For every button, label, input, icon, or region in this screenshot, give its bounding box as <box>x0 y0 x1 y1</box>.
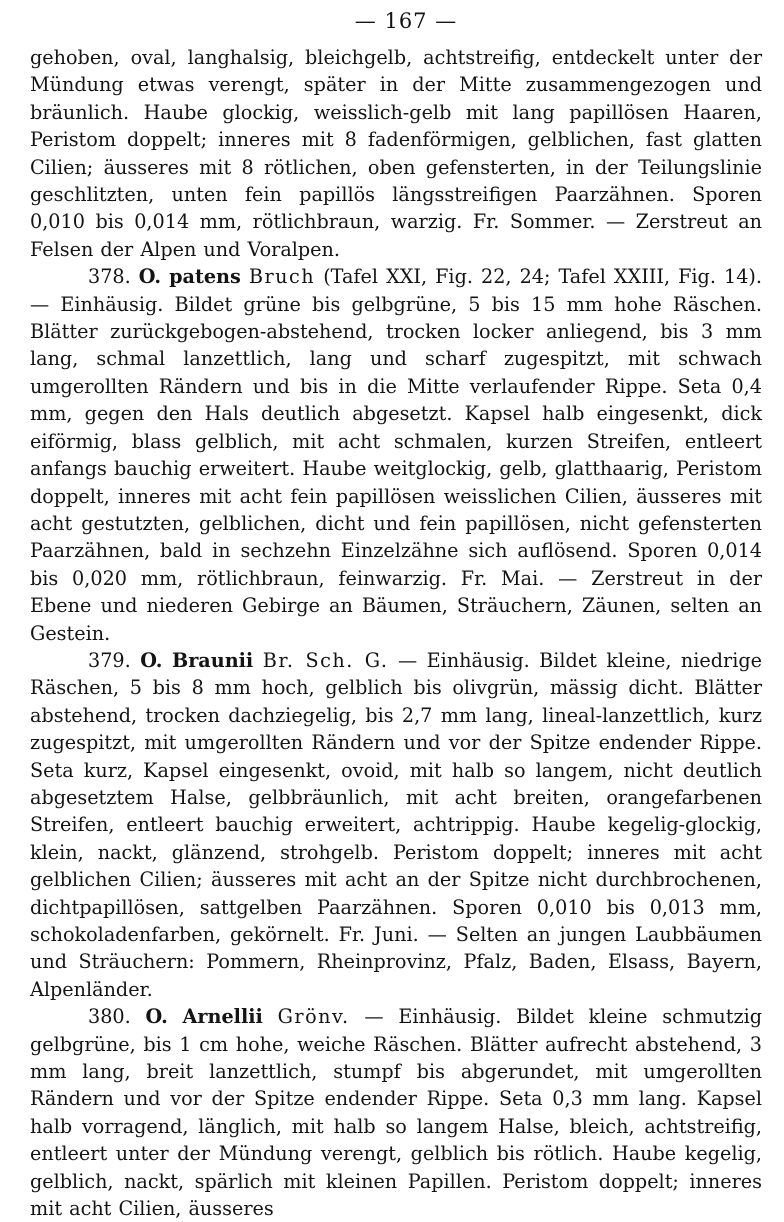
entry-text: — Einhäusig. Bildet kleine schmutzig gelbgrüne, bis 1 cm hohe, weiche Räschen. Blätter aufrecht abstehend, 3 mm lang, breit lanzettlich, stumpf bis abgerundet, mit umgerollten Rändern und vor der Spitze endender Rippe. Seta 0,3 mm lang. Kapsel halb vorragend, länglich, mit halb so langem Halse, bleich, achtstreifig, entleert unter der Mündung verengt, gelblich bis rötlich. Haube kegelig, gelblich, nackt, spärlich mit kleinen Papillen. Peristom doppelt; inneres mit acht Cilien, äusseres <box>30 1005 762 1221</box>
paragraph-text: gehoben, oval, langhalsig, bleichgelb, achtstreifig, entdeckelt unter der Mündung etwas verengt, später in der Mitte zusammengezogen und bräunlich. Haube glockig, weisslich-gelb mit lang papillösen Haaren, Peristom doppelt; inneres mit 8 fadenförmigen, gelblichen, fast glatten Cilien; äusseres mit 8 rötlichen, oben gefensterten, in der Teilungslinie geschlitzten, unten fein papillös längsstreifigen Paarzähnen. Sporen 0,010 bis 0,014 mm, rötlichbraun, warzig. Fr. Sommer. — Zerstreut an Felsen der Alpen und Voralpen. <box>30 46 762 261</box>
species-name: Braunii <box>171 648 254 672</box>
species-entry-379 <box>30 647 762 1003</box>
entry-number: 380. <box>88 1005 131 1029</box>
species-entry-378 <box>30 263 762 647</box>
author-name: Br. Sch. G. <box>262 648 389 672</box>
entry-text: — Einhäusig. Bildet kleine, niedrige Räschen, 5 bis 8 mm hoch, gelblich bis olivgrün, mässig dicht. Blätter abstehend, trocken dachziegelig, bis 2,7 mm lang, lineal-lanzettlich, kurz zugespitzt, mit umgerollten Rändern und vor der Spitze endender Rippe. Seta kurz, Kapsel eingesenkt, ovoid, mit halb so langem, nicht deutlich abgesetztem Halse, gelbbräunlich, mit acht breiten, orangefarbenen Streifen, entleert bauchig erweitert, achtrippig. Haube kegelig-glockig, klein, nackt, glänzend, strohgelb. Peristom doppelt; inneres mit acht gelblichen Cilien; äusseres mit acht an der Spitze nicht durchbrochenen, dichtpapillösen, sattgelben Paarzähnen. Sporen 0,010 bis 0,013 mm, schokoladenfarben, gekörnelt. Fr. Juni. — Selten an jungen Laubbäumen und Sträuchern: Pommern, Rheinprovinz, Pfalz, Baden, Elsass, Bayern, Alpenländer. <box>30 648 762 1001</box>
entry-number: 379. <box>88 648 131 672</box>
species-name: patens <box>169 265 241 289</box>
author-name: Grönv. <box>277 1005 350 1029</box>
entry-text: (Tafel XXI, Fig. 22, 24; Tafel XXIII, Fig. 14). — Einhäusig. Bildet grüne bis gelbgrüne, 5 bis 15 mm hohe Räschen. Blätter zurückgebogen-abstehend, trocken locker anliegend, bis 3 mm lang, schmal lanzettlich, lang und scharf zugespitzt, mit schwach umgerollten Rändern und bis in die Mitte verlaufender Rippe. Seta 0,4 mm, gegen den Hals deutlich abgesetzt. Kapsel halb eingesenkt, dick eiförmig, blass gelblich, mit acht schmalen, kurzen Streifen, entleert anfangs bauchig erweitert. Haube weitglockig, gelb, glatthaarig, Peristom doppelt, inneres mit acht fein papillösen weisslichen Cilien, äusseres mit acht gestutzten, gelblichen, dicht und fein papillösen, nicht gefensterten Paarzähnen, bald in sechzehn Einzelzähne sich auflösend. Sporen 0,014 bis 0,020 mm, rötlichbraun, feinwarzig. Fr. Mai. — Zerstreut in der Ebene und niederen Gebirge an Bäumen, Sträuchern, Zäunen, selten an Gestein. <box>30 265 762 645</box>
species-name: Arnellii <box>182 1005 263 1029</box>
genus-abbrev: O. <box>138 265 162 289</box>
paragraph-continuation <box>30 44 762 263</box>
species-entry-380 <box>30 1003 762 1222</box>
genus-abbrev: O. <box>145 1005 168 1029</box>
entry-number: 378. <box>88 265 131 289</box>
page-number: — 167 — <box>354 9 458 33</box>
genus-abbrev: O. <box>140 648 163 672</box>
author-name: Bruch <box>248 265 316 289</box>
